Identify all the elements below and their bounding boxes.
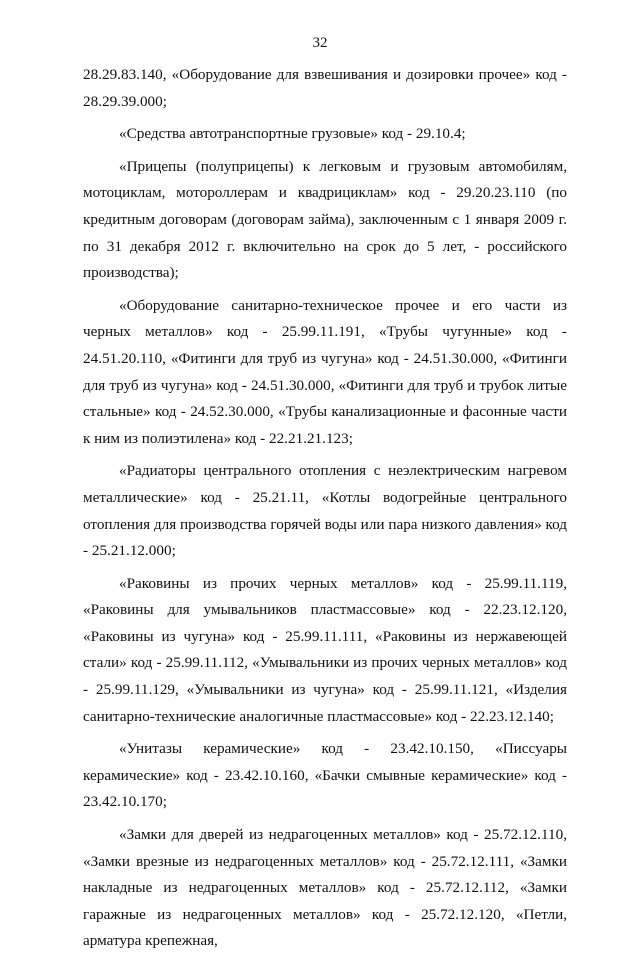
paragraph-7: «Унитазы керамические» код - 23.42.10.150, «Писсуары керамические» код - 23.42.10.160, «Бачки смывные керамические» код - 23.42.10.170; [83, 740, 567, 811]
paragraph-1: 28.29.83.140, «Оборудование для взвешивания и дозировки прочее» код - 28.29.39.000; [83, 66, 567, 110]
paragraph-5: «Радиаторы центрального отопления с неэлектрическим нагревом металлические» код - 25.21.11, «Котлы водогрейные центрального отопления для производства горячей воды или пара низкого давления» код - 25.21.12.000; [83, 462, 567, 560]
document-body [83, 62, 567, 961]
paragraph-6: «Раковины из прочих черных металлов» код - 25.99.11.119, «Раковины для умывальников пластмассовые» код - 22.23.12.120, «Раковины из чугуна» код - 25.99.11.111, «Раковины из нержавеющей стали» код - 25.99.11.112, «Умывальники из прочих черных металлов» код - 25.99.11.129, «Умывальники из чугуна» код - 25.99.11.121, «Изделия санитарно-технические аналогичные пластмассовые» код - 22.23.12.140; [83, 574, 567, 725]
paragraph-4: «Оборудование санитарно-техническое прочее и его части из черных металлов» код - 25.99.11.191, «Трубы чугунные» код - 24.51.20.110, «Фитинги для труб из чугуна» код - 24.51.30.000, «Фитинги для труб из чугуна» код - 24.51.30.000, «Фитинги для труб и трубок литые стальные» код - 24.52.30.000, «Трубы канализационные и фасонные части к ним из полиэтилена» код - 22.21.21.123; [83, 296, 567, 447]
paragraph-8: «Замки для дверей из недрагоценных металлов» код - 25.72.12.110, «Замки врезные из недрагоценных металлов» код - 25.72.12.111, «Замки накладные из недрагоценных металлов» код - 25.72.12.112, «Замки гаражные из недрагоценных металлов» код - 25.72.12.120, «Петли, арматура крепежная, [83, 826, 567, 950]
paragraph-3: «Прицепы (полуприцепы) к легковым и грузовым автомобилям, мотоциклам, мотороллерам и квадрициклам» код - 29.20.23.110 (по кредитным договорам (договорам займа), заключенным с 1 января 2009 г. по 31 декабря 2012 г. включительно на срок до 5 лет, - российского производства); [83, 157, 567, 282]
page-number: 32 [312, 35, 328, 51]
paragraph-2: «Средства автотранспортные грузовые» код - 29.10.4; [119, 125, 466, 143]
